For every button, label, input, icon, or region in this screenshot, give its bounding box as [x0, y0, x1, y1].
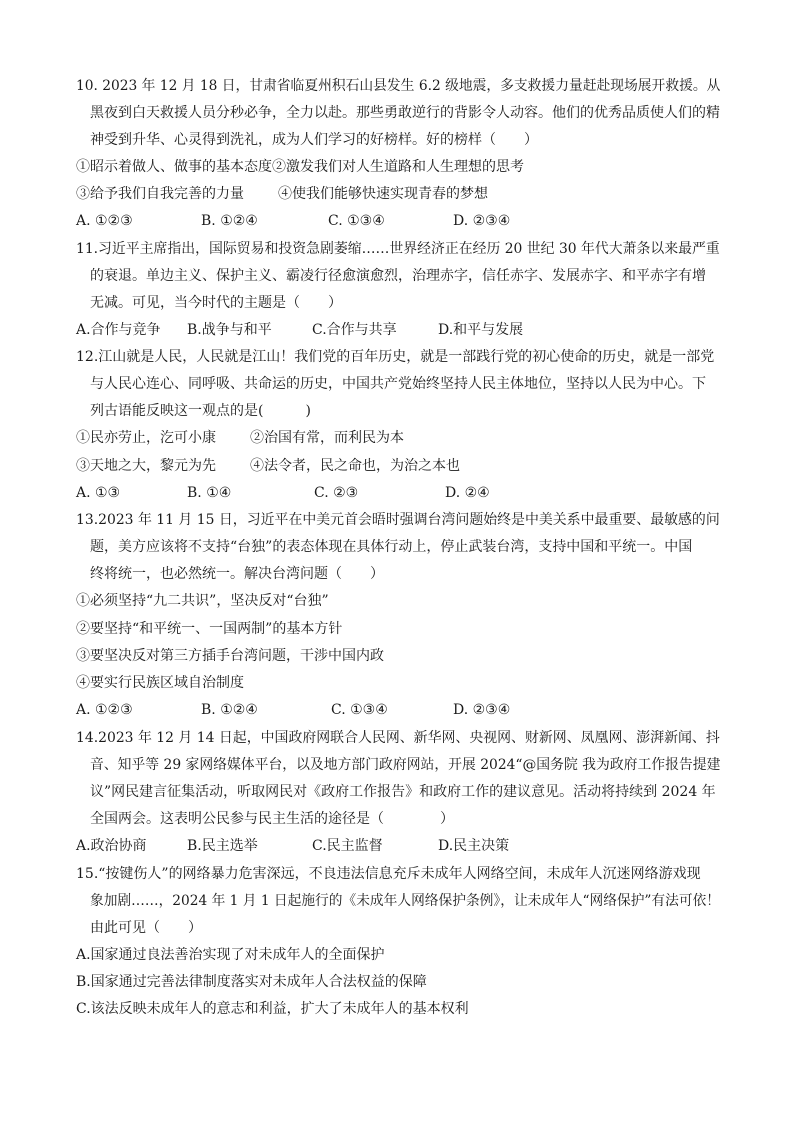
- q14-option-d[interactable]: D.民主决策: [438, 838, 510, 854]
- q13-stem-line-1: 13.2023 年 11 月 15 日，习近平在中美元首会晤时强调台湾问题始终是中美关系中最重要、最敏感的问: [76, 512, 720, 528]
- q10-stem-line-3: 神受到升华、心灵得到洗礼，成为人们学习的好榜样。好的榜样（ ）: [90, 132, 538, 148]
- q13-statement-4: ④要实行民族区域自治制度: [76, 675, 244, 691]
- q11-option-b[interactable]: B.战争与和平: [187, 322, 272, 338]
- q15-stem-line-2: 象加剧……，2024 年 1 月 1 日起施行的《未成年人网络保护条例》，让未成年人“网络保护”有法可依！: [90, 893, 721, 909]
- q12-stem-line-1: 12.江山就是人民，人民就是江山！我们党的百年历史，就是一部践行党的初心使命的历史，就是一部党: [76, 349, 715, 365]
- q12-stem-line-2: 与人民心连心、同呼吸、共命运的历史，中国共产党始终坚持人民主体地位，坚持以人民为中心。下: [90, 376, 706, 392]
- q12-option-c[interactable]: C. ②③: [314, 485, 359, 501]
- q12-statement-3: ③天地之大，黎元为先: [76, 458, 216, 474]
- q10-statement-3: ③给予我们自我完善的力量: [76, 186, 244, 202]
- q10-stem-line-1: 10. 2023 年 12 月 18 日，甘肃省临夏州积石山县发生 6.2 级地震，多支救援力量赶赴现场展开救援。从: [76, 78, 721, 94]
- q12-option-d[interactable]: D. ②④: [445, 485, 490, 501]
- q15-option-b[interactable]: B.国家通过完善法律制度落实对未成年人合法权益的保障: [76, 974, 427, 990]
- q13-statement-2: ②要坚持“和平统一、一国两制”的基本方针: [76, 621, 343, 637]
- q13-option-b[interactable]: B. ①②④: [201, 702, 258, 718]
- q10-option-c[interactable]: C. ①③④: [328, 213, 385, 229]
- q12-statements-3-4: [76, 456, 460, 476]
- q11-stem-line-3: 无减。可见，当今时代的主题是（ ）: [90, 295, 342, 311]
- q10-statement-4: ④使我们能够快速实现青春的梦想: [278, 186, 488, 202]
- q14-option-b[interactable]: B.民主选举: [187, 838, 258, 854]
- q14-stem-line-2: 音、知乎等 29 家网络媒体平台，以及地方部门政府网站，开展 2024“@国务院 我为政府工作报告提建: [90, 757, 721, 773]
- q13-option-d[interactable]: D. ②③④: [453, 702, 511, 718]
- q15-option-a[interactable]: A.国家通过良法善治实现了对未成年人的全面保护: [76, 947, 385, 963]
- q11-stem-line-1: 11.习近平主席指出，国际贸易和投资急剧萎缩……世界经济正在经历 20 世纪 30 年代大萧条以来最严重: [76, 241, 720, 257]
- q13-option-a[interactable]: A. ①②③: [76, 702, 133, 718]
- q12-statements-1-2: [76, 428, 404, 448]
- q13-stem-line-2: 题，美方应该将不支持“台独”的表态体现在具体行动上，停止武装台湾，支持中国和平统一。中国: [90, 539, 693, 555]
- q14-stem-line-1: 14.2023 年 12 月 14 日起，中国政府网联合人民网、新华网、央视网、财新网、凤凰网、澎湃新闻、抖: [76, 730, 720, 746]
- q15-stem-line-3: 由此可见（ ）: [90, 920, 202, 936]
- q13-option-c[interactable]: C. ①③④: [331, 702, 388, 718]
- q13-stem-line-3: 终将统一，也必然统一。解决台湾问题（ ）: [90, 566, 384, 582]
- q10-statement-1-2: ①昭示着做人、做事的基本态度②激发我们对人生道路和人生理想的思考: [76, 159, 524, 175]
- q10-statements-3-4: [76, 184, 488, 204]
- q11-stem-line-2: 的衰退。单边主义、保护主义、霸凌行径愈演愈烈，治理赤字，信任赤字、发展赤字、和平赤字有增: [90, 268, 706, 284]
- q12-statement-2: ②治国有常，而利民为本: [250, 430, 404, 446]
- q13-statement-1: ①必须坚持“九二共识”，坚决反对“台独”: [76, 593, 329, 609]
- q12-option-b[interactable]: B. ①④: [187, 485, 232, 501]
- q15-option-c[interactable]: C.该法反映未成年人的意志和利益，扩大了未成年人的基本权利: [76, 1001, 469, 1017]
- q10-option-b[interactable]: B. ①②④: [201, 213, 258, 229]
- q11-option-a[interactable]: A.合作与竞争: [76, 322, 161, 338]
- q14-stem-line-4: 全国两会。这表明公民参与民主生活的途径是（ ）: [90, 811, 454, 827]
- q14-option-c[interactable]: C.民主监督: [312, 838, 383, 854]
- q10-option-d[interactable]: D. ②③④: [453, 213, 511, 229]
- q10-stem-line-2: 黑夜到白天救援人员分秒必争，全力以赴。那些勇敢逆行的背影令人动容。他们的优秀品质使人们的精: [90, 105, 720, 121]
- q14-option-a[interactable]: A.政治协商: [76, 838, 147, 854]
- q12-statement-4: ④法令者，民之命也，为治之本也: [250, 458, 460, 474]
- q12-stem-line-3: 列古语能反映这一观点的是( ): [90, 403, 311, 419]
- q12-statement-1: ①民亦劳止，汔可小康: [76, 430, 216, 446]
- q11-option-d[interactable]: D.和平与发展: [438, 322, 524, 338]
- q10-option-a[interactable]: A. ①②③: [76, 213, 133, 229]
- q11-option-c[interactable]: C.合作与共享: [312, 322, 397, 338]
- q12-option-a[interactable]: A. ①③: [76, 485, 121, 501]
- q14-stem-line-3: 议”网民建言征集活动，听取网民对《政府工作报告》和政府工作的建议意见。活动将持续到 2024 年: [90, 784, 716, 800]
- q15-stem-line-1: 15.“按键伤人”的网络暴力危害深远，不良违法信息充斥未成年人网络空间，未成年人沉迷网络游戏现: [76, 866, 701, 882]
- q13-statement-3: ③要坚决反对第三方插手台湾问题，干涉中国内政: [76, 648, 384, 664]
